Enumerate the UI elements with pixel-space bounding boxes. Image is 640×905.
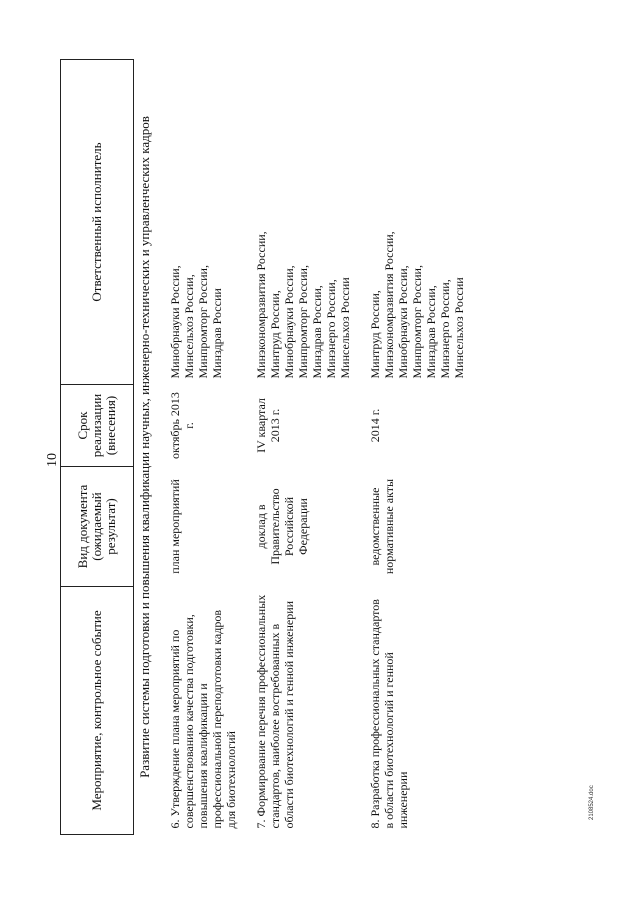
responsible-agency: Минпромторг России, bbox=[410, 265, 424, 379]
responsible-agency: Минэкономразвития России, bbox=[254, 231, 268, 379]
responsible-agency: Минтруд России, bbox=[368, 290, 382, 379]
responsible-agency: Минобрнауки России, bbox=[282, 265, 296, 379]
header-term: Срок реализации (внесения) bbox=[61, 385, 134, 467]
responsible-agency: Минобрнауки России, bbox=[168, 265, 182, 379]
section-row bbox=[134, 60, 165, 835]
row-event: 7. Формирование перечня профессиональных стандартов, наиболее востребованных в области биотехнологий и генной инженерии bbox=[254, 594, 296, 829]
row-document-type: план мероприятий bbox=[168, 479, 182, 574]
row-document-type: ведомственные нормативные акты bbox=[368, 478, 396, 575]
row-event: 8. Разработка профессиональных стандартов в области биотехнологий и генной инженерии bbox=[368, 599, 410, 829]
row-term: октябрь 2013 г. bbox=[168, 392, 196, 459]
table-row bbox=[364, 60, 478, 835]
row-responsible bbox=[164, 60, 250, 385]
responsible-agency: Минпромторг России, bbox=[196, 265, 210, 379]
responsible-agency: Минобрнауки России, bbox=[396, 265, 410, 379]
document-table-rotated bbox=[60, 60, 620, 835]
responsible-agency: Минэнерго России, bbox=[438, 279, 452, 379]
responsible-agency: Минздрав России, bbox=[310, 285, 324, 379]
responsible-agency: Минпромторг России, bbox=[296, 265, 310, 379]
row-responsible bbox=[250, 60, 364, 385]
file-code: 2108524.doc bbox=[589, 785, 595, 820]
measures-table bbox=[60, 59, 478, 835]
table-row bbox=[250, 60, 364, 835]
responsible-agency: Минсельхоз России, bbox=[182, 274, 196, 379]
responsible-agency: Минэнерго России, bbox=[324, 279, 338, 379]
responsible-agency: Минэкономразвития России, bbox=[382, 231, 396, 379]
responsible-agency: Минтруд России, bbox=[268, 290, 282, 379]
table-row bbox=[164, 60, 250, 835]
header-event: Мероприятие, контрольное событие bbox=[61, 587, 134, 835]
header-responsible: Ответственный исполнитель bbox=[61, 60, 134, 385]
section-title: Развитие системы подготовки и повышения квалификации научных, инженерно-технических и управленческих кадров bbox=[137, 116, 152, 778]
responsible-agency: Минздрав России bbox=[210, 288, 224, 379]
responsible-agency: Минсельхоз России bbox=[452, 277, 466, 379]
row-document-type: доклад в Правительство Российской Федерации bbox=[254, 488, 310, 565]
responsible-agency: Минздрав России, bbox=[424, 285, 438, 379]
responsible-agency: Минсельхоз России bbox=[338, 277, 352, 379]
table-header-row bbox=[61, 60, 134, 835]
row-responsible bbox=[364, 60, 478, 385]
row-event: 6. Утверждение плана мероприятий по совершенствованию качества подготовки, повышения квалификации и профессиональной переподготовки кадров для биотехнологий bbox=[168, 609, 238, 829]
row-term: 2014 г. bbox=[368, 408, 382, 443]
row-term: IV квартал 2013 г. bbox=[254, 398, 282, 453]
header-document-type: Вид документа (ожидаемый результат) bbox=[61, 467, 134, 587]
page-number: 10 bbox=[45, 453, 60, 467]
